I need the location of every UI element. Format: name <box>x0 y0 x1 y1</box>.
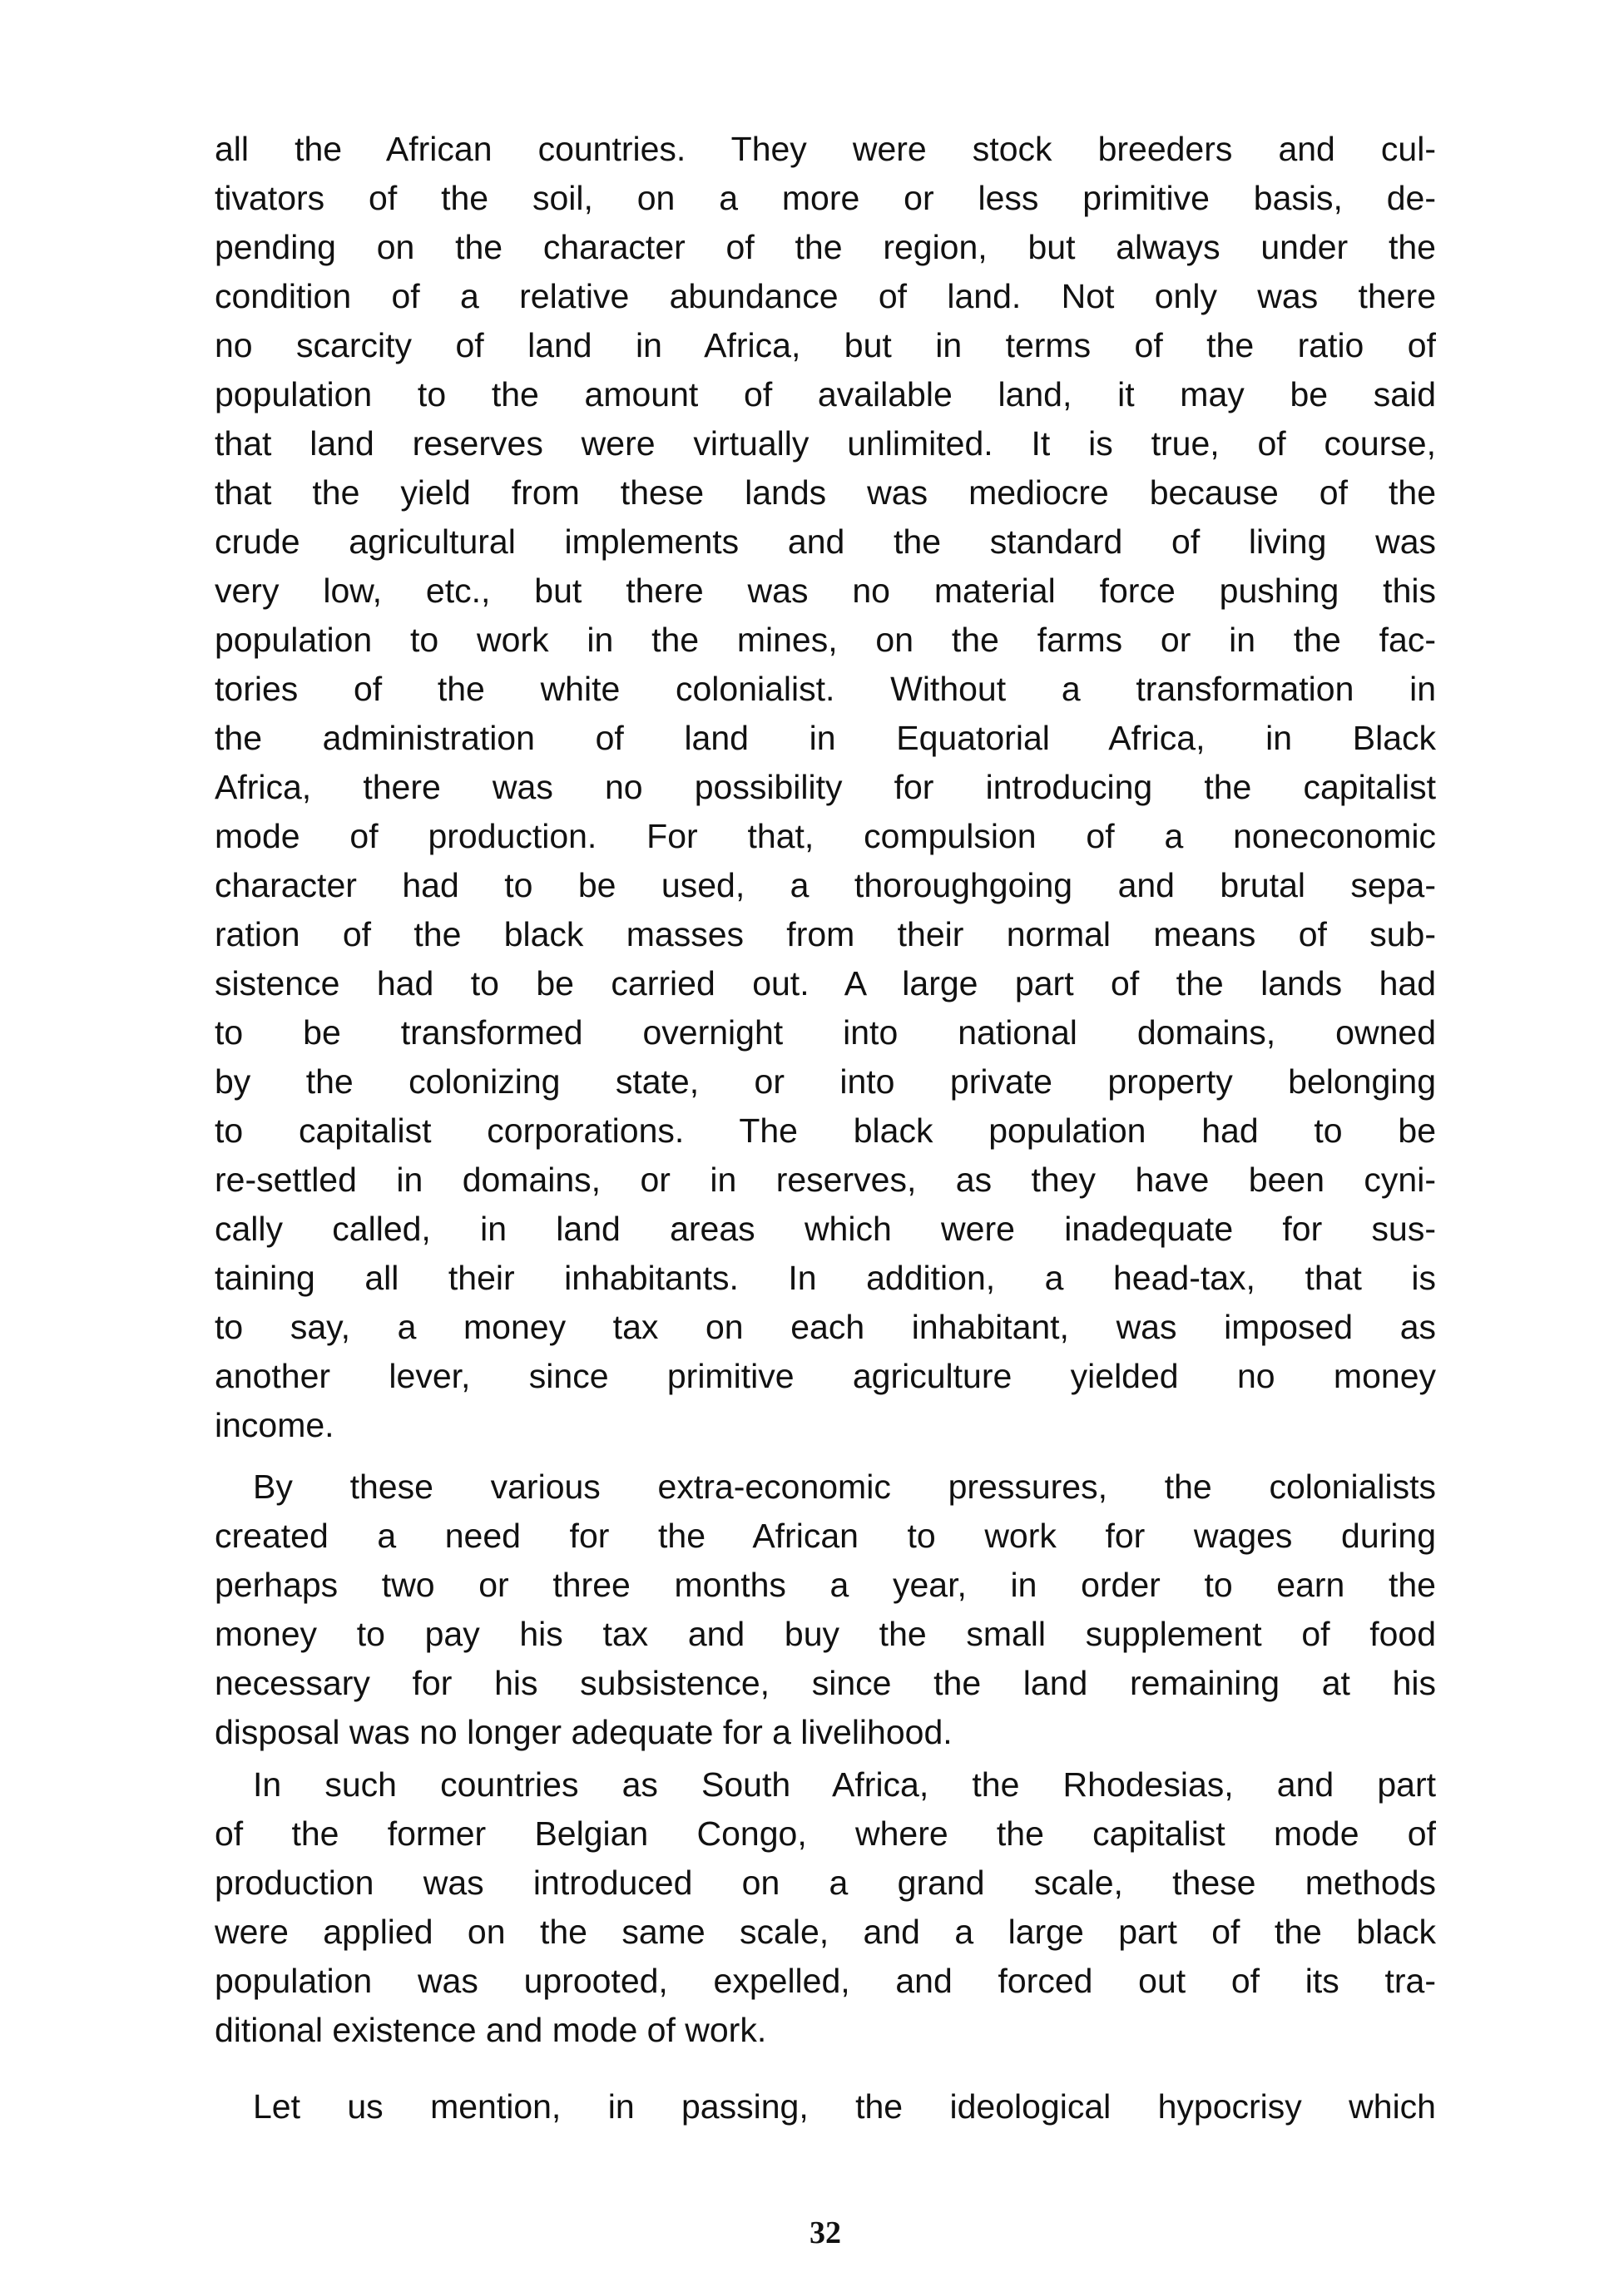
text-line: population to work in the mines, on the farms or in the fac- <box>215 621 1436 659</box>
text-line: created a need for the African to work for wages during <box>215 1517 1436 1555</box>
text-line: cally called, in land areas which were inadequate for sus- <box>215 1210 1436 1248</box>
text-line: to capitalist corporations. The black population had to be <box>215 1111 1436 1150</box>
text-line: Africa, there was no possibility for introducing the capitalist <box>215 768 1436 806</box>
text-line: production was introduced on a grand scale, these methods <box>215 1864 1436 1902</box>
text-line: perhaps two or three months a year, in order to earn the <box>215 1566 1436 1604</box>
text-line: all the African countries. They were stock breeders and cul- <box>215 130 1436 168</box>
text-line: money to pay his tax and buy the small supplement of food <box>215 1615 1436 1653</box>
text-line: income. <box>215 1406 334 1444</box>
text-line: tivators of the soil, on a more or less primitive basis, de- <box>215 179 1436 217</box>
text-line: by the colonizing state, or into private property belonging <box>215 1062 1436 1101</box>
text-line: to say, a money tax on each inhabitant, was imposed as <box>215 1308 1436 1346</box>
text-line: taining all their inhabitants. In addition, a head-tax, that is <box>215 1259 1436 1297</box>
text-line: re-settled in domains, or in reserves, as they have been cyni- <box>215 1161 1436 1199</box>
text-line: tories of the white colonialist. Without a transformation in <box>215 670 1436 708</box>
text-line: character had to be used, a thoroughgoing and brutal sepa- <box>215 866 1436 904</box>
text-line: pending on the character of the region, but always under the <box>215 228 1436 266</box>
text-line: another lever, since primitive agriculture yielded no money <box>215 1357 1436 1395</box>
text-line: crude agricultural implements and the standard of living was <box>215 522 1436 561</box>
text-line: the administration of land in Equatorial Africa, in Black <box>215 719 1436 757</box>
text-line: By these various extra-economic pressures, the colonialists <box>253 1468 1436 1506</box>
text-line: Let us mention, in passing, the ideological hypocrisy which <box>253 2087 1436 2126</box>
paragraph-1 <box>215 125 1436 1450</box>
text-line: ditional existence and mode of work. <box>215 2011 767 2049</box>
text-line: that land reserves were virtually unlimited. It is true, of course, <box>215 424 1436 463</box>
text-line: population to the amount of available land, it may be said <box>215 375 1436 413</box>
text-line: were applied on the same scale, and a large part of the black <box>215 1913 1436 1951</box>
text-line: sistence had to be carried out. A large part of the lands had <box>215 964 1436 1002</box>
page-number: 32 <box>810 2215 841 2250</box>
paragraph-2 <box>215 1463 1436 1757</box>
text-line: necessary for his subsistence, since the land remaining at his <box>215 1664 1436 1702</box>
text-line: condition of a relative abundance of land. Not only was there <box>215 277 1436 315</box>
paragraph-3 <box>215 1760 1436 2055</box>
text-line: that the yield from these lands was mediocre because of the <box>215 473 1436 512</box>
text-line: ration of the black masses from their normal means of sub- <box>215 915 1436 953</box>
text-line: mode of production. For that, compulsion of a noneconomic <box>215 817 1436 855</box>
text-line: of the former Belgian Congo, where the capitalist mode of <box>215 1814 1436 1853</box>
paragraph-4 <box>215 2082 1436 2131</box>
text-line: to be transformed overnight into national domains, owned <box>215 1013 1436 1052</box>
text-line: population was uprooted, expelled, and forced out of its tra- <box>215 1962 1436 2000</box>
text-line: In such countries as South Africa, the Rhodesias, and part <box>253 1765 1436 1804</box>
text-line: disposal was no longer adequate for a livelihood. <box>215 1713 953 1751</box>
text-line: no scarcity of land in Africa, but in terms of the ratio of <box>215 326 1436 364</box>
text-line: very low, etc., but there was no material force pushing this <box>215 572 1436 610</box>
